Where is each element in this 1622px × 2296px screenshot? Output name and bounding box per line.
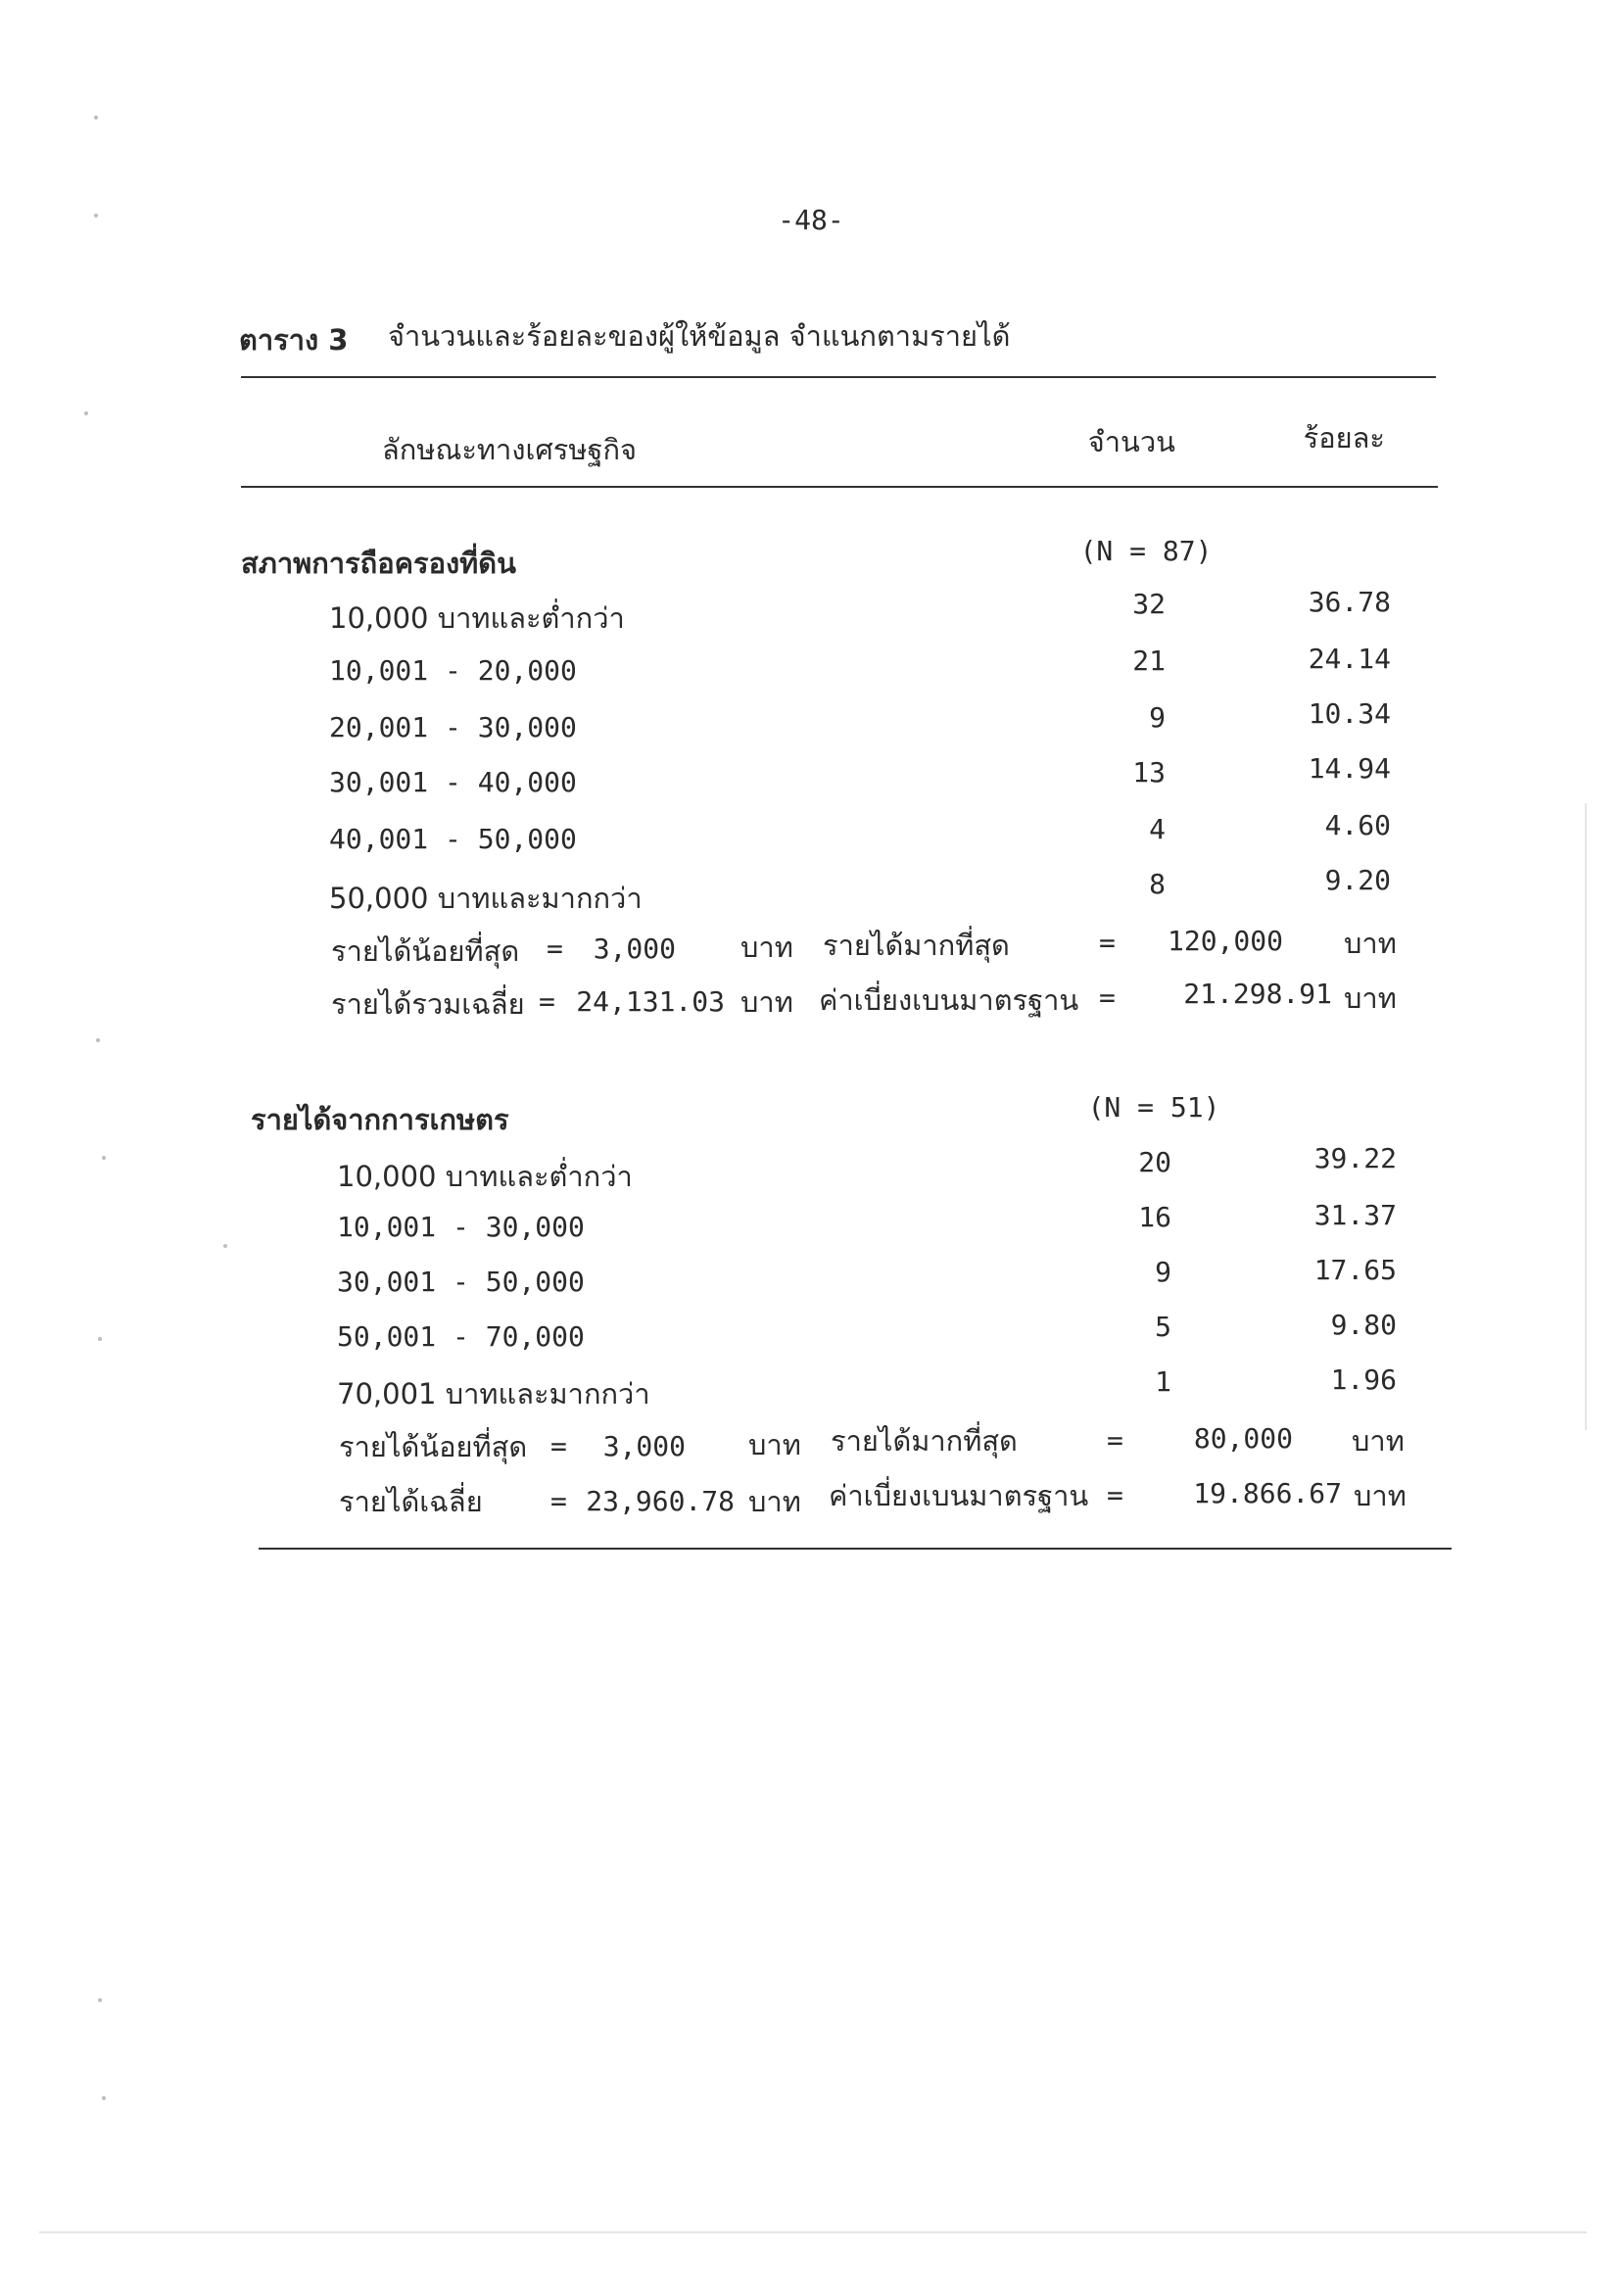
summary-right-value: 80,000 — [1193, 1422, 1293, 1455]
header-characteristic: ลักษณะทางเศรษฐกิจ — [382, 433, 638, 466]
summary-left-value: 3,000 — [602, 1430, 686, 1462]
scan-speck — [84, 411, 88, 415]
header-percent: ร้อยละ — [1303, 421, 1385, 454]
row-label: 10,001 - 30,000 — [337, 1211, 585, 1243]
summary-right-unit: บาท — [1344, 927, 1397, 960]
header-count: จำนวน — [1087, 425, 1175, 458]
summary-left-label: รายได้รวมเฉลี่ย — [331, 987, 525, 1021]
page-number: -48- — [778, 204, 844, 236]
summary-left-eq: = — [550, 1430, 567, 1462]
scan-speck — [94, 214, 98, 217]
summary-left-unit: บาท — [740, 931, 793, 964]
row-count: 1 — [1155, 1365, 1171, 1398]
row-label: 10,001 - 20,000 — [329, 654, 577, 687]
scan-speck — [98, 1998, 102, 2002]
row-label: 30,001 - 40,000 — [329, 766, 577, 798]
row-percent: 1.96 — [1330, 1363, 1397, 1396]
scan-speck — [94, 116, 98, 120]
row-count: 21 — [1132, 645, 1166, 677]
summary-right-eq: = — [1099, 981, 1116, 1014]
row-label: 50,001 - 70,000 — [337, 1320, 585, 1353]
row-label: 40,001 - 50,000 — [329, 823, 577, 855]
summary-right-value: 120,000 — [1167, 925, 1283, 957]
row-count: 8 — [1149, 868, 1166, 900]
summary-right-unit: บาท — [1354, 1479, 1407, 1512]
summary-left-value: 24,131.03 — [576, 985, 725, 1018]
summary-left-eq: = — [539, 985, 555, 1018]
summary-left-unit: บาท — [740, 985, 793, 1019]
summary-left-label: รายได้น้อยที่สุด — [339, 1430, 528, 1463]
summary-left-eq: = — [550, 1485, 567, 1517]
row-label: 10,000 บาทและต่ำกว่า — [337, 1160, 633, 1193]
row-percent: 36.78 — [1308, 586, 1391, 618]
row-percent: 39.22 — [1313, 1142, 1397, 1174]
header-bottom-rule — [241, 486, 1438, 488]
summary-left-label: รายได้น้อยที่สุด — [331, 934, 520, 968]
row-label: 10,000 บาทและต่ำกว่า — [329, 601, 625, 635]
summary-right-label: รายได้มากที่สุด — [823, 929, 1010, 962]
summary-right-label: ค่าเบี่ยงเบนมาตรฐาน — [819, 983, 1079, 1017]
summary-right-unit: บาท — [1344, 981, 1397, 1015]
scan-speck — [96, 1038, 100, 1042]
row-percent: 4.60 — [1324, 809, 1391, 841]
summary-right-eq: = — [1107, 1479, 1123, 1511]
row-label: 20,001 - 30,000 — [329, 711, 577, 743]
row-percent: 31.37 — [1313, 1199, 1397, 1231]
summary-right-label: รายได้มากที่สุด — [831, 1424, 1018, 1458]
scan-edge-line — [39, 2231, 1587, 2233]
row-label: 70,001 บาทและมากกว่า — [337, 1377, 650, 1411]
row-count: 4 — [1149, 813, 1166, 845]
summary-right-unit: บาท — [1352, 1424, 1405, 1458]
table-top-rule — [241, 376, 1436, 378]
section-n: (N = 87) — [1079, 535, 1213, 567]
row-count: 20 — [1138, 1146, 1171, 1178]
row-count: 13 — [1132, 756, 1166, 789]
row-label: 30,001 - 50,000 — [337, 1266, 585, 1298]
section-title: สภาพการถือครองที่ดิน — [241, 547, 516, 580]
row-count: 5 — [1155, 1311, 1171, 1343]
summary-left-unit: บาท — [748, 1428, 801, 1461]
scan-speck — [102, 2096, 106, 2100]
row-percent: 10.34 — [1308, 697, 1391, 730]
row-percent: 9.20 — [1324, 864, 1391, 896]
scan-speck — [98, 1337, 102, 1341]
summary-left-value: 3,000 — [593, 933, 676, 965]
summary-right-value: 19.866.67 — [1193, 1477, 1342, 1509]
summary-right-eq: = — [1107, 1424, 1123, 1457]
row-percent: 24.14 — [1308, 643, 1391, 675]
summary-right-value: 21.298.91 — [1183, 978, 1332, 1010]
scan-speck — [102, 1156, 106, 1160]
scan-speck — [223, 1244, 227, 1248]
row-label: 50,000 บาทและมากกว่า — [329, 882, 643, 915]
table-bottom-rule — [259, 1548, 1452, 1550]
scan-edge-line — [1585, 803, 1587, 1430]
summary-right-label: ค่าเบี่ยงเบนมาตรฐาน — [829, 1479, 1089, 1512]
row-count: 9 — [1155, 1256, 1171, 1288]
section-title: รายได้จากการเกษตร — [251, 1103, 509, 1136]
section-n: (N = 51) — [1087, 1091, 1220, 1124]
table-caption-text: จำนวนและร้อยละของผู้ให้ข้อมูล จำแนกตามรายได้ — [388, 319, 1011, 353]
row-count: 32 — [1132, 588, 1166, 620]
row-percent: 9.80 — [1330, 1309, 1397, 1341]
row-count: 16 — [1138, 1201, 1171, 1233]
summary-left-value: 23,960.78 — [586, 1485, 735, 1517]
table-caption-label: ตาราง 3 — [239, 323, 349, 357]
summary-left-label: รายได้เฉลี่ย — [339, 1485, 483, 1518]
row-percent: 17.65 — [1313, 1254, 1397, 1286]
summary-left-unit: บาท — [748, 1485, 801, 1518]
row-percent: 14.94 — [1308, 752, 1391, 785]
summary-right-eq: = — [1099, 927, 1116, 959]
row-count: 9 — [1149, 701, 1166, 734]
summary-left-eq: = — [547, 933, 563, 965]
